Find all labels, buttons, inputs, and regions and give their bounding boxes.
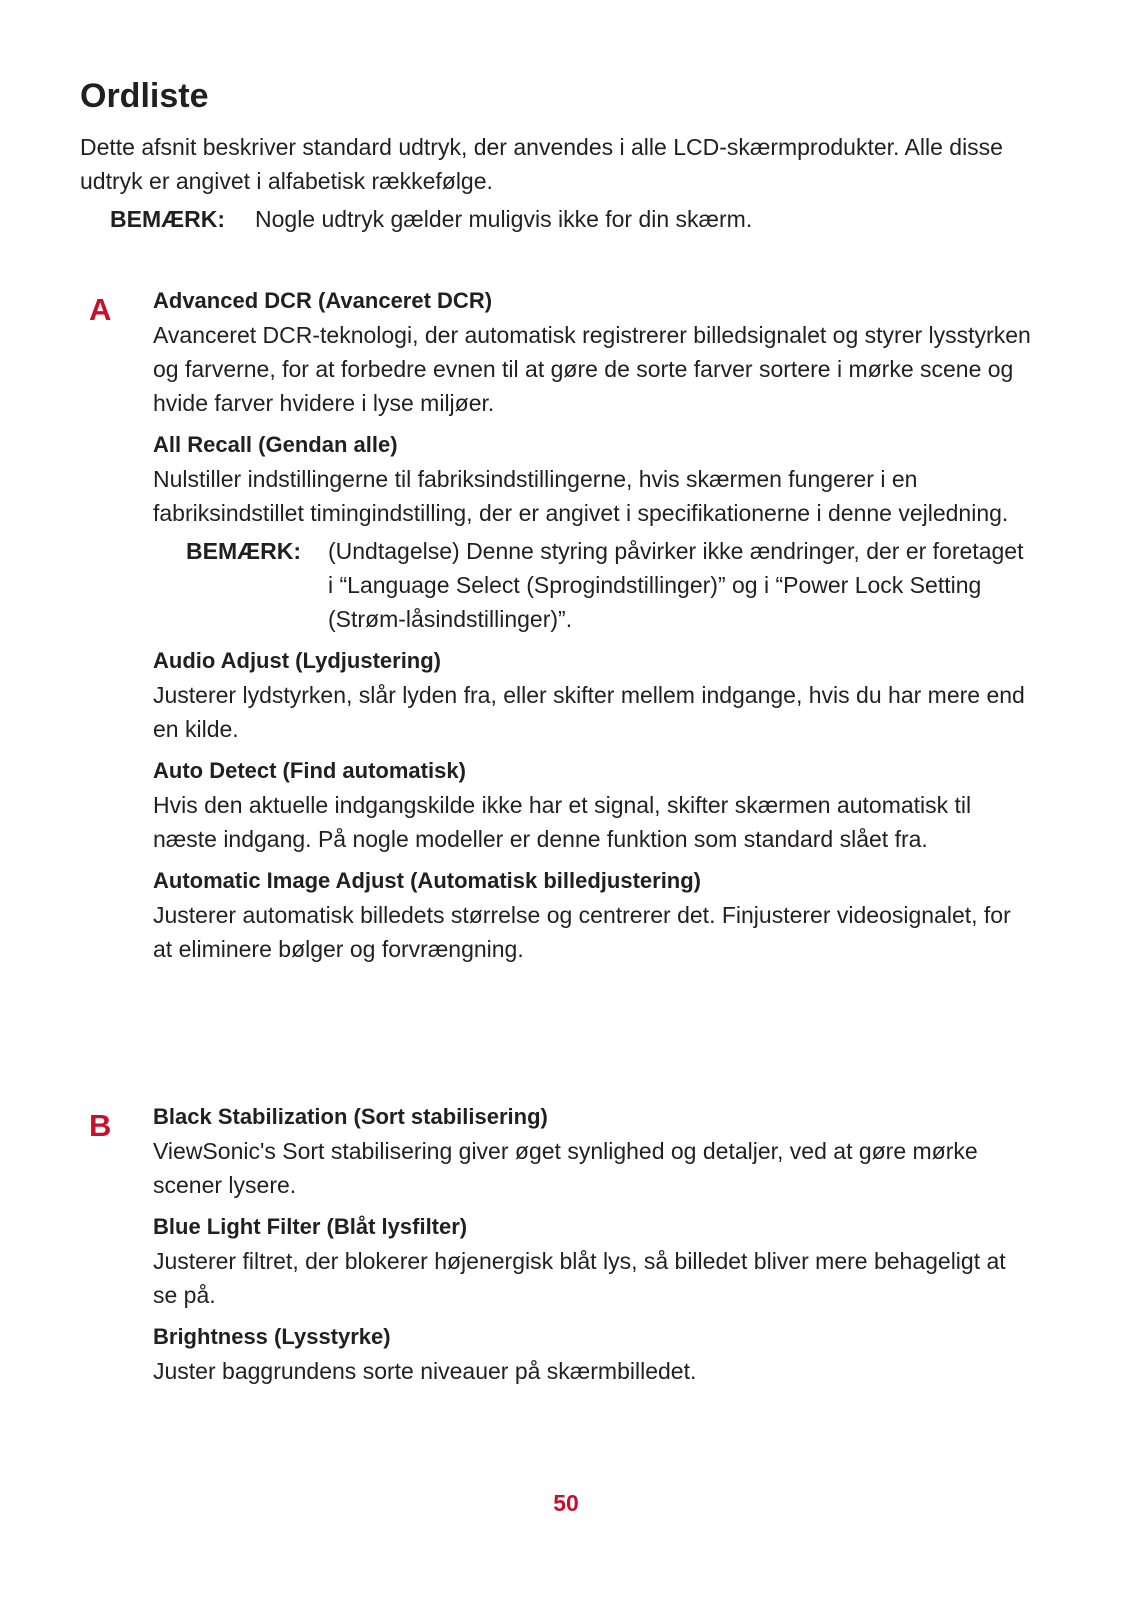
entry-term: Blue Light Filter (Blåt lysfilter) — [153, 1214, 468, 1239]
glossary-entry — [153, 284, 1033, 420]
entry-note — [153, 534, 1033, 636]
glossary-entry — [153, 1210, 1033, 1312]
entry-definition: Justerer lydstyrken, slår lyden fra, eller skifter mellem indgange, hvis du har mere end en kilde. — [153, 682, 1025, 742]
section-letter-a: A — [89, 292, 112, 327]
entry-term: Black Stabilization (Sort stabilisering) — [153, 1104, 548, 1129]
entry-term: Automatic Image Adjust (Automatisk billedjustering) — [153, 868, 702, 893]
entry-term: Audio Adjust (Lydjustering) — [153, 648, 442, 673]
section-a — [153, 284, 1033, 974]
glossary-entry — [153, 1100, 1033, 1202]
entry-definition: ViewSonic's Sort stabilisering giver øget synlighed og detaljer, ved at gøre mørke scener lysere. — [153, 1138, 978, 1198]
section-b — [153, 1100, 1033, 1396]
entry-definition: Juster baggrundens sorte niveauer på skærmbilledet. — [153, 1358, 697, 1384]
entry-term: Brightness (Lysstyrke) — [153, 1324, 391, 1349]
entry-definition: Justerer filtret, der blokerer højenergisk blåt lys, så billedet bliver mere behageligt at se på. — [153, 1248, 1006, 1308]
note-label: BEMÆRK: — [110, 206, 225, 232]
entry-definition: Hvis den aktuelle indgangskilde ikke har et signal, skifter skærmen automatisk til næste indgang. På nogle modeller er denne funktion som standard slået fra. — [153, 792, 972, 852]
glossary-entry — [153, 864, 1033, 966]
note-text: (Undtagelse) Denne styring påvirker ikke ændringer, der er foretaget i “Language Select (Sprogindstillinger)” og i “Power Lock Setting (Strøm-låsindstillinger)”. — [328, 538, 1024, 632]
entry-term: Auto Detect (Find automatisk) — [153, 758, 466, 783]
glossary-entry — [153, 644, 1033, 746]
section-letter-b: B — [89, 1108, 112, 1143]
note-text: Nogle udtryk gælder muligvis ikke for din skærm. — [255, 206, 753, 232]
page-number: 50 — [553, 1490, 579, 1516]
entry-definition: Justerer automatisk billedets størrelse og centrerer det. Finjusterer videosignalet, for at eliminere bølger og forvrængning. — [153, 902, 1011, 962]
intro-paragraph: Dette afsnit beskriver standard udtryk, der anvendes i alle LCD-skærmprodukter. Alle disse udtryk er angivet i alfabetisk rækkefølge. — [80, 134, 1003, 194]
glossary-entry — [153, 428, 1033, 636]
entry-term: Advanced DCR (Avanceret DCR) — [153, 288, 493, 313]
entry-term: All Recall (Gendan alle) — [153, 432, 398, 457]
page-title: Ordliste — [80, 77, 209, 115]
glossary-entry — [153, 754, 1033, 856]
note-top — [110, 202, 752, 236]
glossary-entry — [153, 1320, 1033, 1388]
entry-definition: Avanceret DCR-teknologi, der automatisk registrerer billedsignalet og styrer lysstyrken og farverne, for at forbedre evnen til at gøre de sorte farver sortere i mørke scene og hvide farver hvidere i lyse miljøer. — [153, 322, 1031, 416]
note-label: BEMÆRK: — [186, 538, 301, 564]
entry-definition: Nulstiller indstillingerne til fabriksindstillingerne, hvis skærmen fungerer i en fabriksindstillet timingindstilling, der er angivet i specifikationerne i denne vejledning. — [153, 466, 1009, 526]
